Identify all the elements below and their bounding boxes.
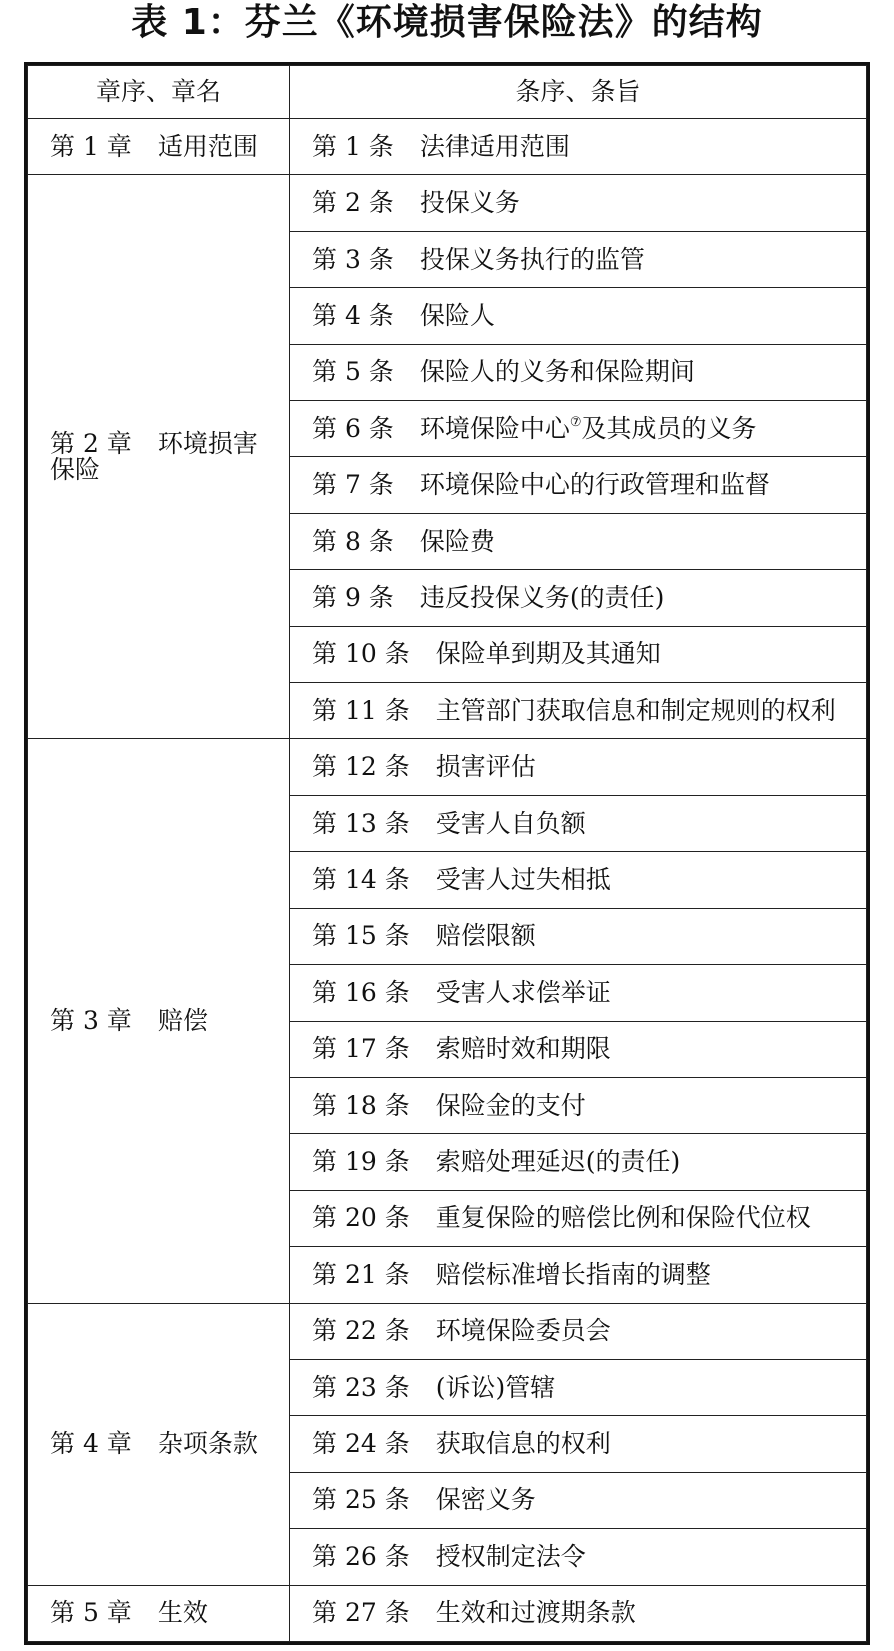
table-row <box>28 739 867 795</box>
article-title: 保险人的义务和保险期间 <box>419 357 695 387</box>
article-cell <box>290 1585 867 1641</box>
article-cell <box>290 401 867 457</box>
table-row <box>28 1303 867 1359</box>
article-number: 第 10 条 <box>312 639 410 669</box>
chapter-label: 第 1 章 <box>50 131 132 161</box>
article-cell <box>290 1472 867 1528</box>
article-title: 获取信息的权利 <box>435 1429 611 1459</box>
article-number: 第 7 条 <box>312 470 394 500</box>
chapter-label: 第 2 章 <box>50 428 132 458</box>
article-cell <box>290 1021 867 1077</box>
article-cell <box>290 1247 867 1303</box>
header-chapter: 章序、章名 <box>28 66 290 119</box>
article-title-continued: 及其成员的义务 <box>581 413 757 443</box>
chapter-name: 环境损害保险 <box>50 428 258 484</box>
chapter-name: 适用范围 <box>157 131 258 161</box>
article-cell <box>290 1416 867 1472</box>
article-cell <box>290 231 867 287</box>
article-number: 第 11 条 <box>312 695 410 725</box>
article-cell <box>290 852 867 908</box>
chapter-cell <box>28 175 290 739</box>
article-number: 第 26 条 <box>312 1541 410 1571</box>
article-cell <box>290 1134 867 1190</box>
article-number: 第 22 条 <box>312 1316 410 1346</box>
article-title: 保险单到期及其通知 <box>435 639 661 669</box>
article-title: 损害评估 <box>435 752 536 782</box>
article-title: 主管部门获取信息和制定规则的权利 <box>435 695 836 725</box>
article-cell <box>290 119 867 175</box>
article-title: 索赔处理延迟(的责任) <box>435 1147 681 1177</box>
article-number: 第 27 条 <box>312 1598 410 1628</box>
article-cell <box>290 795 867 851</box>
article-number: 第 9 条 <box>312 582 394 612</box>
article-title: 赔偿标准增长指南的调整 <box>435 1259 711 1289</box>
article-cell <box>290 1077 867 1133</box>
article-cell <box>290 1303 867 1359</box>
article-number: 第 1 条 <box>312 131 394 161</box>
article-number: 第 24 条 <box>312 1429 410 1459</box>
article-cell <box>290 457 867 513</box>
chapter-cell <box>28 1585 290 1641</box>
article-cell <box>290 739 867 795</box>
article-title: 生效和过渡期条款 <box>435 1598 636 1628</box>
table-row <box>28 175 867 231</box>
chapter-label: 第 5 章 <box>50 1598 132 1628</box>
article-number: 第 2 条 <box>312 188 394 218</box>
article-title: 受害人过失相抵 <box>435 864 611 894</box>
article-number: 第 23 条 <box>312 1372 410 1402</box>
table-body <box>28 119 867 1642</box>
article-title: 投保义务 <box>419 188 520 218</box>
article-title: 环境保险委员会 <box>435 1316 611 1346</box>
article-number: 第 3 条 <box>312 244 394 274</box>
article-number: 第 8 条 <box>312 526 394 556</box>
article-number: 第 16 条 <box>312 977 410 1007</box>
chapter-name: 生效 <box>157 1598 208 1628</box>
chapter-name: 赔偿 <box>157 1006 208 1035</box>
article-title: 授权制定法令 <box>435 1541 586 1571</box>
article-title: 法律适用范围 <box>419 131 570 161</box>
article-number: 第 18 条 <box>312 1090 410 1120</box>
article-title: 保险金的支付 <box>435 1090 586 1120</box>
article-title: 环境保险中心 <box>419 413 570 443</box>
article-cell <box>290 344 867 400</box>
header-row <box>28 66 867 119</box>
header-article: 条序、条旨 <box>290 66 867 119</box>
article-title: 受害人求偿举证 <box>435 977 611 1007</box>
article-cell <box>290 288 867 344</box>
article-title: 赔偿限额 <box>435 921 536 951</box>
article-number: 第 17 条 <box>312 1034 410 1064</box>
article-cell <box>290 513 867 569</box>
article-cell <box>290 175 867 231</box>
article-title: 保险人 <box>419 300 495 330</box>
article-number: 第 5 条 <box>312 357 394 387</box>
article-number: 第 12 条 <box>312 752 410 782</box>
footnote-marker: ⑦ <box>569 414 582 430</box>
article-title: 环境保险中心的行政管理和监督 <box>419 470 770 500</box>
chapter-cell <box>28 119 290 175</box>
article-cell <box>290 683 867 739</box>
article-cell <box>290 1359 867 1415</box>
article-number: 第 15 条 <box>312 921 410 951</box>
table-row <box>28 119 867 175</box>
chapter-cell <box>28 739 290 1303</box>
article-title: 重复保险的赔偿比例和保险代位权 <box>435 1203 811 1233</box>
article-title: (诉讼)管辖 <box>435 1372 556 1402</box>
article-number: 第 20 条 <box>312 1203 410 1233</box>
chapter-cell <box>28 1303 290 1585</box>
article-title: 保险费 <box>419 526 495 556</box>
article-cell <box>290 626 867 682</box>
chapter-name: 杂项条款 <box>157 1429 258 1459</box>
article-cell <box>290 1529 867 1585</box>
article-cell <box>290 570 867 626</box>
article-cell <box>290 908 867 964</box>
article-title: 违反投保义务(的责任) <box>419 582 665 612</box>
chapter-label: 第 3 章 <box>50 1006 132 1035</box>
article-cell <box>290 965 867 1021</box>
article-number: 第 6 条 <box>312 413 394 443</box>
article-cell <box>290 1190 867 1246</box>
table-row <box>28 1585 867 1641</box>
chapter-label: 第 4 章 <box>50 1429 132 1459</box>
article-number: 第 13 条 <box>312 808 410 838</box>
article-title: 投保义务执行的监管 <box>419 244 645 274</box>
article-number: 第 19 条 <box>312 1147 410 1177</box>
article-number: 第 21 条 <box>312 1259 410 1289</box>
article-number: 第 4 条 <box>312 300 394 330</box>
article-number: 第 14 条 <box>312 864 410 894</box>
table-title: 表 1：芬兰《环境损害保险法》的结构 <box>131 2 763 43</box>
article-number: 第 25 条 <box>312 1485 410 1515</box>
article-title: 索赔时效和期限 <box>435 1034 611 1064</box>
article-title: 受害人自负额 <box>435 808 586 838</box>
structure-table <box>24 62 870 1645</box>
article-title: 保密义务 <box>435 1485 536 1515</box>
